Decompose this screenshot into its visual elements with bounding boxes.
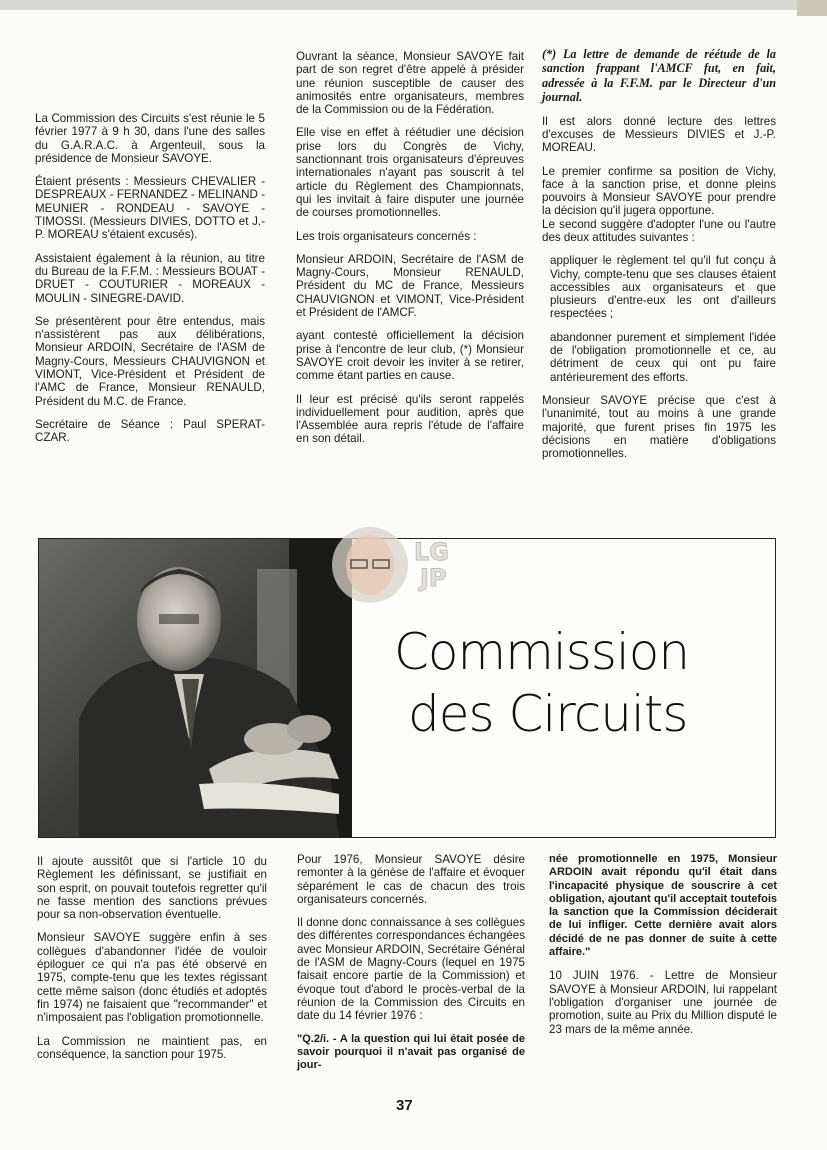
column-6	[549, 853, 777, 1046]
paragraph: Assistaient également à la réunion, au titre du Bureau de la F.F.M. : Messieurs BOUAT - DRUET - COUTURIER - MOREAUX - MOULIN - SINEGRE-DAVID.	[35, 251, 265, 305]
quote-paragraph	[297, 1033, 525, 1073]
quote-prefix: "Q.2/i. -	[297, 1032, 340, 1045]
column-3	[542, 47, 776, 470]
column-4	[37, 855, 267, 1071]
paragraph: Monsieur ARDOIN, Secrétaire de l'ASM de Magny-Cours, Monsieur RENAULD, Président du MC de France, Messieurs CHAUVIGNON et VIMONT, Vice-Président et Président de l'AMCF.	[296, 252, 524, 320]
article-title	[394, 621, 754, 745]
paragraph: Se présentèrent pour être entendus, mais n'assistèrent pas aux délibérations, Monsieur ARDOIN, Secrétaire de l'ASM de Magny-Cours, Messieurs CHAUVIGNON et VIMONT, Vice-Président et Président de l'AMC de France, Monsieur RENAULD, Président du M.C. de France.	[35, 314, 265, 408]
page-number: 37	[396, 1097, 413, 1114]
paragraph: Secrétaire de Séance : Paul SPERAT-CZAR.	[35, 417, 265, 445]
paragraph: abandonner purement et simplement l'idée de l'obligation promotionnelle et ce, au détriment de ceux qui ont pu faire antérieurement des efforts.	[550, 330, 776, 384]
paragraph: Monsieur SAVOYE suggère enfin à ses collègues d'abandonner l'idée de vouloir épiloguer ce qui n'a pas été observé en 1975, compte-tenu que les textes régissant cette même saison (donc étudiés et adoptés fin 1974) ne faisaient que "recommander" et n'imposaient pas l'obligation promotionnelle.	[37, 931, 267, 1025]
paragraph: Ouvrant la séance, Monsieur SAVOYE fait part de son regret d'être appelé à présider une réunion susceptible de causer des animosités entre organisateurs, membres de la Commission ou de la Fédération.	[296, 50, 524, 117]
quote-continuation: née promotionnelle en 1975, Monsieur ARDOIN avait répondu qu'il était dans l'incapacité physique de souscrire à cet obligation, ajoutant qu'il acceptait toutefois la sanction que la Commission déciderait de lui infliger. Cette dernière avait alors décidé de ne pas donner de suite à cette affaire."	[549, 853, 777, 959]
svg-text:JP: JP	[420, 564, 447, 592]
paragraph: Le second suggère d'adopter l'une ou l'autre des deux attitudes suivantes :	[542, 217, 776, 244]
watermark-logo	[318, 520, 478, 610]
page-top-edge	[0, 0, 827, 10]
paragraph: appliquer le règlement tel qu'il fut conçu à Vichy, compte-tenu que ses clauses étaient accessibles aux organisateurs et que plusieurs d'entre-eux les ont d'ailleurs respectées ;	[550, 254, 776, 321]
paragraph: Le premier confirme sa position de Vichy, face à la sanction prise, et donne pleins pouvoirs à Monsieur SAVOYE pour prendre la décision qu'il jugera opportune.	[542, 164, 776, 218]
column-1	[35, 112, 265, 455]
paragraph: Pour 1976, Monsieur SAVOYE désire remonter à la génèse de l'affaire et évoquer séparément le cas de chacun des trois organisateurs concernés.	[297, 853, 525, 906]
paragraph: Il ajoute aussitôt que si l'article 10 du Règlement les définissant, se justifiait en son esprit, on pouvait toutefois regretter qu'il ne fasse mention des sanctions prévues pour sa non-observation éventuelle.	[37, 855, 267, 922]
footnote: (*) La lettre de demande de réétude de la sanction frappant l'AMCF fut, en fait, adressée à la F.F.M. par le Directeur d'un journal.	[542, 47, 776, 105]
svg-text:LG: LG	[414, 538, 449, 566]
title-line-2: des Circuits	[408, 685, 688, 743]
paragraph: Il donne donc connaissance à ses collègues des différentes correspondances échangées avec Monsieur ARDOIN, Secrétaire Général de l'ASM de Magny-Cours (lequel en 1975 faisait encore partie de la Commission) et évoque tout d'abord le procès-verbal de la réunion de la Commission des Circuits en date du 14 février 1976 :	[297, 916, 525, 1023]
portrait-photo	[39, 539, 352, 837]
paragraph: 10 JUIN 1976. - Lettre de Monsieur SAVOYE à Monsieur ARDOIN, lui rappelant l'obligation d'organiser une journée de promotion, suite au Prix du Million disputé le 23 mars de la même année.	[549, 969, 777, 1036]
paragraph: Il leur est précisé qu'ils seront rappelés individuellement pour audition, après que l'Assemblée aura repris l'étude de l'affaire en son détail.	[296, 392, 524, 446]
column-5	[297, 853, 525, 1082]
portrait-illustration	[39, 539, 352, 837]
page-corner	[797, 0, 827, 16]
paragraph: Les trois organisateurs concernés :	[296, 229, 477, 243]
paragraph: ayant contesté officiellement la décision prise à l'encontre de leur club, (*) Monsieur SAVOYE croit devoir les inviter à se retirer, comme étant parties en cause.	[296, 329, 524, 383]
paragraph: Monsieur SAVOYE précise que c'est à l'unanimité, tout au moins à une grande majorité, que furent prises fin 1975 les décisions en matière d'obligations promotionnelles.	[542, 393, 776, 461]
paragraph: La Commission des Circuits s'est réunie le 5 février 1977 à 9 h 30, dans l'une des salles du G.A.R.A.C. à Argenteuil, sous la présidence de Monsieur SAVOYE.	[35, 112, 265, 165]
column-2	[296, 50, 524, 456]
paragraph: Étaient présents : Messieurs CHEVALIER - DESPREAUX - FERNANDEZ - MELINAND - MEUNIER - RONDEAU - SAVOYE - TIMOSSI. (Messieurs DIVIES, DOTTO et J.-P. MOREAU s'étaient excusés).	[35, 175, 265, 242]
paragraph: La Commission ne maintient pas, en conséquence, la sanction pour 1975.	[37, 1034, 267, 1061]
paragraph: Il est alors donné lecture des lettres d'excuses de Messieurs DIVIES et J.-P. MOREAU.	[542, 114, 776, 155]
paragraph: Elle vise en effet à réétudier une décision prise lors du Congrès de Vichy, sanctionnant trois organisateurs d'épreuves internationales n'ayant pas souscrit à tel article du Règlement des Championnats, qui les invitait à faire disputer une journée de courses promotionnelles.	[296, 126, 524, 220]
title-line-1: Commission	[394, 623, 690, 681]
quote-text: A la question qui lui était posée de savoir pourquoi il n'avait pas organisé de jour-	[297, 1032, 526, 1072]
